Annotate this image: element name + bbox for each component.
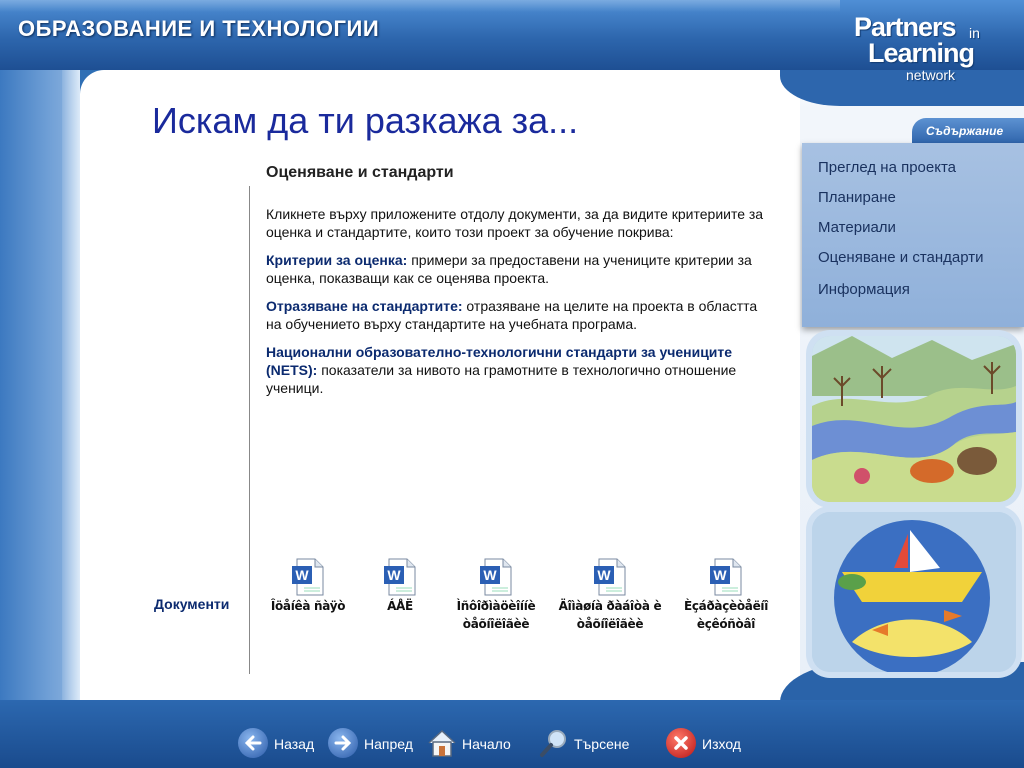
- toc-tab-label: Съдържание: [926, 124, 1004, 138]
- svg-text:W: W: [387, 567, 401, 583]
- document-caption-line2[interactable]: èçêóñòâî: [696, 617, 756, 631]
- logo-line-in: in: [969, 25, 980, 41]
- app-title: ОБРАЗОВАНИЕ И ТЕХНОЛОГИИ: [18, 16, 380, 41]
- document-link-3[interactable]: [436, 558, 556, 632]
- child-drawing-landscape-image: [812, 336, 1016, 502]
- svg-text:W: W: [483, 567, 497, 583]
- search-label[interactable]: Търсене: [574, 736, 630, 752]
- magnifier-icon[interactable]: [538, 728, 568, 758]
- page-title: Искам да ти разкажа за...: [152, 100, 579, 141]
- document-link-5[interactable]: [666, 558, 786, 632]
- left-frame-shade: [62, 70, 80, 710]
- sidebar-item-assessment[interactable]: Оценяване и стандарти: [818, 249, 984, 266]
- sidebar-item-materials[interactable]: Материали: [818, 219, 896, 236]
- criteria-text: примери за предоставени на учениците критерии за оценка, показващи как се оценява проекта.: [266, 252, 752, 286]
- child-drawing-sea-image: [812, 512, 1016, 672]
- banner-sheen: [0, 0, 840, 12]
- word-document-icon[interactable]: [479, 558, 513, 596]
- criteria-paragraph: [266, 251, 776, 287]
- sidebar-item-information[interactable]: Информация: [818, 281, 910, 298]
- word-document-icon[interactable]: [383, 558, 417, 596]
- document-caption-line1[interactable]: Èçáðàçèòåëíî: [683, 599, 769, 613]
- sidebar-menu: [802, 143, 1024, 327]
- document-link-4[interactable]: [550, 558, 670, 632]
- document-caption-line1[interactable]: ÁÅË: [387, 599, 413, 613]
- nets-text: показатели за нивото на грамотните в технологично отношение ученици.: [266, 362, 737, 396]
- home-label[interactable]: Начало: [462, 736, 511, 752]
- home-icon[interactable]: [426, 728, 456, 758]
- logo-line-partners: Partners: [854, 12, 956, 42]
- sidebar-item-planning[interactable]: Планиране: [818, 189, 896, 206]
- description-block: [266, 205, 776, 407]
- document-caption-line1[interactable]: Îöåíêà ñàÿò: [270, 599, 346, 613]
- partners-in-learning-logo: [854, 12, 1004, 84]
- standards-term: Отразяване на стандартите:: [266, 298, 463, 314]
- word-document-icon[interactable]: [593, 558, 627, 596]
- svg-text:W: W: [597, 567, 611, 583]
- standards-paragraph: [266, 297, 776, 333]
- nets-paragraph: [266, 343, 776, 397]
- intro-paragraph: Кликнете върху приложените отдолу документи, за да видите критериите за оценка и стандартите, които този проект за обучение покрива:: [266, 206, 764, 240]
- arrow-left-icon[interactable]: [238, 728, 268, 758]
- forward-label[interactable]: Напред: [364, 736, 413, 752]
- logo-line-learning: Learning: [868, 38, 975, 68]
- svg-text:W: W: [713, 567, 727, 583]
- word-document-icon[interactable]: [291, 558, 325, 596]
- back-label[interactable]: Назад: [274, 736, 315, 752]
- section-title: Оценяване и стандарти: [266, 164, 454, 181]
- document-caption-line1[interactable]: Äîìàøíà ðàáîòà è: [558, 599, 662, 613]
- sidebar-item-overview[interactable]: Преглед на проекта: [818, 159, 957, 176]
- documents-label: Документи: [154, 596, 230, 612]
- document-caption-line1[interactable]: Ìñôîðìàöèîííè: [456, 599, 536, 613]
- standards-text: отразяване на целите на проекта в областта на обучението върху стандартите на учебната програма.: [266, 298, 758, 332]
- document-caption-line2[interactable]: òåõíîëîãèè: [462, 617, 530, 631]
- close-icon[interactable]: [666, 728, 696, 758]
- logo-line-network: network: [906, 67, 956, 83]
- exit-label[interactable]: Изход: [702, 736, 741, 752]
- word-document-icon[interactable]: [709, 558, 743, 596]
- bottom-banner: [0, 700, 1024, 768]
- nets-term: Национални образователно-технологични стандарти за учениците (NETS):: [266, 344, 733, 378]
- arrow-right-icon[interactable]: [328, 728, 358, 758]
- document-caption-line2[interactable]: òåõíîëîãèè: [576, 617, 644, 631]
- criteria-term: Критерии за оценка:: [266, 252, 408, 268]
- svg-text:W: W: [295, 567, 309, 583]
- table-of-contents-tab: [912, 118, 1024, 144]
